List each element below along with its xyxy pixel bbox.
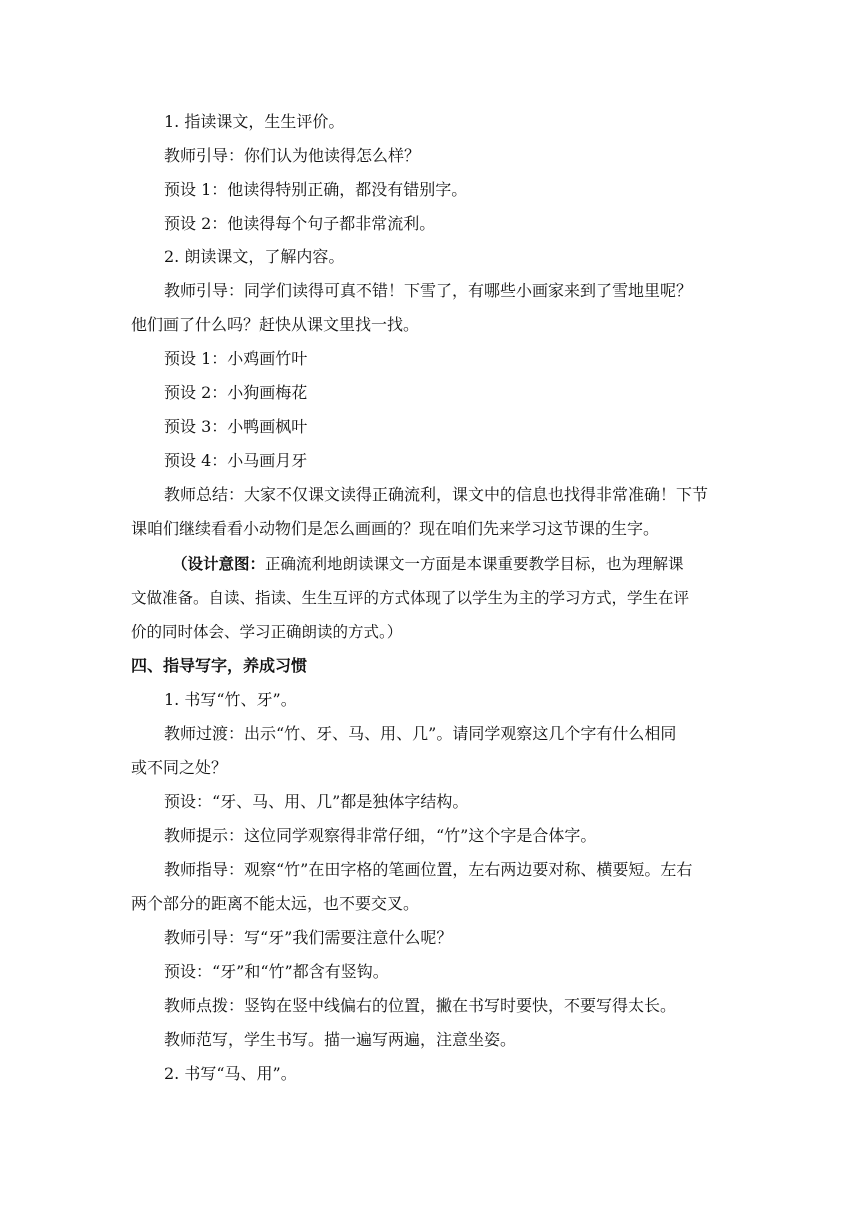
teacher-guidance-line-2: 两个部分的距离不能太远，也不要交叉。 bbox=[131, 894, 420, 913]
teacher-demo-writing: 教师范写，学生书写。描一遍写两遍，注意坐姿。 bbox=[164, 1030, 517, 1049]
write-zhu-ya: 1. 书写“竹、牙”。 bbox=[164, 690, 297, 709]
design-intent-line-2: 文做准备。自读、指读、生生互评的方式体现了以学生为主的学习方式，学生在评 bbox=[131, 589, 690, 607]
preset-1: 预设 1：他读得特别正确，都没有错别字。 bbox=[164, 180, 468, 199]
teacher-guide-question: 教师引导：你们认为他读得怎么样？ bbox=[164, 146, 421, 165]
teacher-guide-line-1: 教师引导：同学们读得可真不错！下雪了，有哪些小画家来到了雪地里呢？ bbox=[164, 281, 693, 300]
teacher-guidance-line-1: 教师指导：观察“竹”在田字格的笔画位置，左右两边要对称、横要短。左右 bbox=[164, 860, 693, 879]
teacher-summary-line-1: 教师总结：大家不仅课文读得正确流利，课文中的信息也找得非常准确！下节 bbox=[164, 485, 709, 504]
step-1-read-by-pointing: 1. 指读课文，生生评价。 bbox=[164, 112, 345, 131]
preset-chick: 预设 1：小鸡画竹叶 bbox=[164, 349, 308, 368]
design-intent-line-3: 价的同时体会、学习正确朗读的方式。） bbox=[131, 623, 403, 641]
design-intent-text: 正确流利地朗读课文一方面是本课重要教学目标，也为理解课 bbox=[265, 555, 684, 573]
teacher-transition-line-1: 教师过渡：出示“竹、牙、马、用、几”。请同学观察这几个字有什么相同 bbox=[164, 724, 677, 743]
teacher-hint: 教师提示：这位同学观察得非常仔细，“竹”这个字是合体字。 bbox=[164, 826, 597, 845]
teacher-guide-ya: 教师引导：写“牙”我们需要注意什么呢？ bbox=[164, 928, 453, 947]
teacher-pointer: 教师点拨：竖钩在竖中线偏右的位置，撇在书写时要快，不要写得太长。 bbox=[164, 996, 677, 1015]
teacher-guide-line-2: 他们画了什么吗？赶快从课文里找一找。 bbox=[131, 315, 420, 334]
preset-2: 预设 2：他读得每个句子都非常流利。 bbox=[164, 214, 436, 233]
design-intent-label: （设计意图： bbox=[172, 555, 266, 573]
step-2-read-aloud: 2. 朗读课文，了解内容。 bbox=[164, 247, 345, 266]
preset-dog: 预设 2：小狗画梅花 bbox=[164, 383, 308, 402]
preset-duck: 预设 3：小鸭画枫叶 bbox=[164, 417, 308, 436]
preset-vertical-hook: 预设：“牙”和“竹”都含有竖钩。 bbox=[164, 962, 389, 981]
teacher-summary-line-2: 课咱们继续看看小动物们是怎么画画的？现在咱们先来学习这节课的生字。 bbox=[131, 519, 660, 538]
section-4-heading: 四、指导写字，养成习惯 bbox=[131, 656, 308, 675]
preset-horse: 预设 4：小马画月牙 bbox=[164, 451, 308, 470]
teacher-transition-line-2: 或不同之处？ bbox=[131, 758, 228, 777]
preset-independent-chars: 预设：“牙、马、用、几”都是独体字结构。 bbox=[164, 792, 469, 811]
design-intent-line-1 bbox=[172, 553, 684, 575]
write-ma-yong: 2. 书写“马、用”。 bbox=[164, 1064, 297, 1083]
